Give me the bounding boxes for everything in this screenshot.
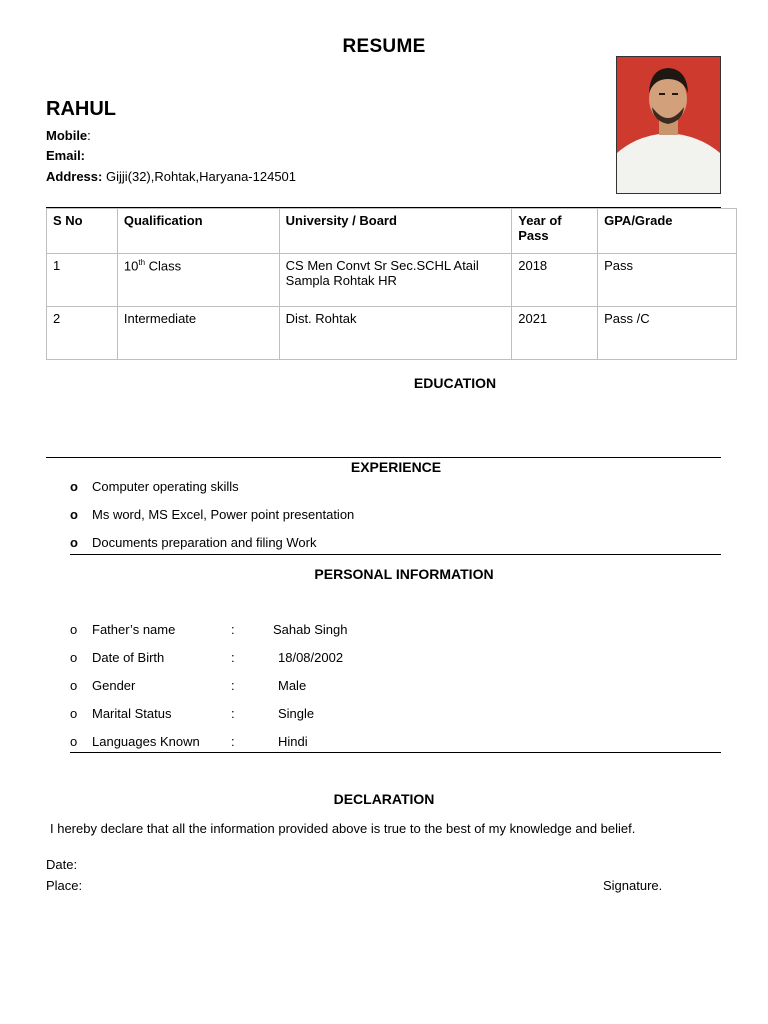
cell-qualification	[117, 254, 279, 307]
mobile-line	[46, 128, 91, 143]
table-header-row	[47, 209, 737, 254]
info-value: 18/08/2002	[278, 650, 344, 665]
col-header-qualification: Qualification	[117, 209, 279, 254]
info-colon: :	[231, 678, 235, 693]
personal-top-divider	[70, 554, 721, 555]
cell-year: 2021	[512, 307, 598, 360]
qualification-number: 10	[123, 258, 139, 274]
declaration-heading: DECLARATION	[333, 791, 435, 807]
qualification-ordinal: th	[138, 258, 146, 267]
col-header-grade: GPA/Grade	[598, 209, 737, 254]
experience-item: Documents preparation and filing Work	[92, 535, 317, 550]
mobile-colon: :	[87, 128, 91, 143]
address-label: Address:	[46, 169, 103, 184]
info-label: Marital Status	[92, 706, 172, 721]
date-label: Date:	[46, 857, 78, 872]
mobile-label: Mobile	[46, 128, 88, 143]
profile-photo	[616, 56, 721, 194]
cell-year: 2018	[512, 254, 598, 307]
cell-board: Dist. Rohtak	[279, 307, 512, 360]
email-line	[46, 148, 85, 163]
bullet-icon: o	[70, 479, 78, 494]
personal-heading: PERSONAL INFORMATION	[314, 566, 494, 582]
cell-board: CS Men Convt Sr Sec.SCHL Atail Sampla Rohtak HR	[279, 254, 512, 307]
bullet-icon: o	[70, 535, 78, 550]
col-header-board: University / Board	[279, 209, 512, 254]
qualification-rest: Class	[145, 258, 182, 274]
info-label: Languages Known	[92, 734, 200, 749]
candidate-name: RAHUL	[46, 98, 116, 120]
info-label: Gender	[92, 678, 136, 693]
bullet-icon: o	[70, 507, 78, 522]
table-row	[47, 307, 737, 360]
address-line	[46, 169, 296, 184]
info-value: Hindi	[278, 734, 308, 749]
bullet-icon: o	[70, 678, 78, 693]
education-heading: EDUCATION	[413, 375, 497, 391]
info-label: Date of Birth	[92, 650, 165, 665]
email-label: Email:	[46, 148, 86, 163]
place-label: Place:	[46, 878, 83, 893]
education-table	[46, 208, 737, 360]
cell-sno: 1	[47, 254, 118, 307]
col-header-sno: S No	[47, 209, 118, 254]
info-value: Sahab Singh	[273, 622, 348, 637]
info-colon: :	[231, 622, 235, 637]
info-colon: :	[231, 706, 235, 721]
declaration-text: I hereby declare that all the information provided above is true to the best of my knowledge and belief.	[50, 821, 636, 836]
cell-sno: 2	[47, 307, 118, 360]
info-value: Male	[278, 678, 307, 693]
info-colon: :	[231, 650, 235, 665]
cell-qualification: Intermediate	[117, 307, 279, 360]
page-title: RESUME	[342, 36, 426, 57]
list-item	[70, 507, 354, 522]
bullet-icon: o	[70, 650, 78, 665]
experience-top-divider	[46, 457, 721, 458]
list-item	[70, 479, 239, 494]
bullet-icon: o	[70, 622, 78, 637]
list-item	[70, 535, 317, 550]
info-colon: :	[231, 734, 235, 749]
experience-item: Computer operating skills	[92, 479, 239, 494]
experience-heading: EXPERIENCE	[350, 459, 442, 475]
col-header-year: Year of Pass	[512, 209, 598, 254]
cell-grade: Pass	[598, 254, 737, 307]
info-label: Father’s name	[92, 622, 176, 637]
experience-item: Ms word, MS Excel, Power point presentation	[92, 507, 355, 522]
bullet-icon: o	[70, 706, 78, 721]
profile-photo-illustration	[617, 57, 720, 193]
bullet-icon: o	[70, 734, 78, 749]
address-value: Gijji(32),Rohtak,Haryana-124501	[102, 169, 297, 184]
info-value: Single	[278, 706, 315, 721]
signature-label: Signature.	[603, 878, 663, 893]
personal-bottom-divider	[70, 752, 721, 753]
cell-grade: Pass /C	[598, 307, 737, 360]
table-row	[47, 254, 737, 307]
